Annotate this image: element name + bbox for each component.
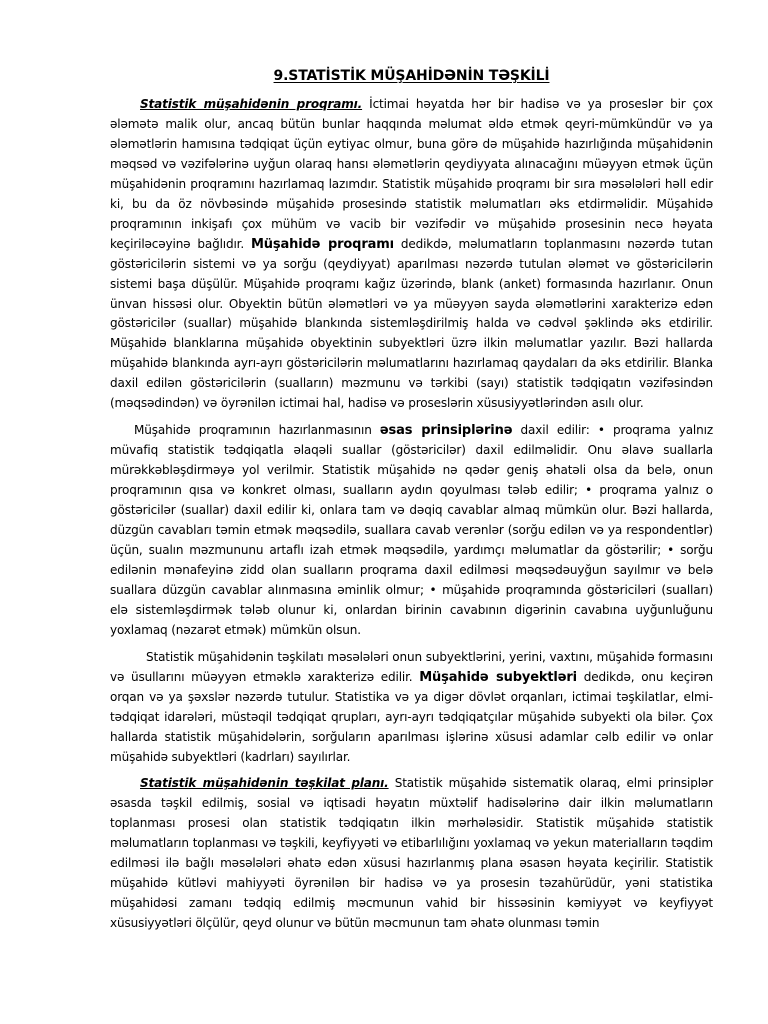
paragraph-text: daxil edilir: • proqrama yalnız müvafiq statistik tədqiqatla əlaqəli suallar (göstəricilər) daxil edilməlidir. Onu əlavə suallarla mürəkkəbləşdirməyə yol verilmir. Statistik müşahidə nə qədər geniş əhatəli olsa da belə, onun proqramının qısa və konkret olması, sualların aydın qoyulması tələb edilir; • proqrama yalnız o göstəricilər (suallar) daxil edilir ki, onlara tam və dəqiq cavablar almaq mümkün olur. Bəzi hallarda, düzgün cavabları təmin etmək məqsədilə, suallara cavab verənlər (sorğu edilən və ya respondentlər) üçün, sualın məzmununu artaflı izah etmək məqsədilə, yardımçı məlumatlar da göstərilir; • sorğu edilənin mənafeyinə zidd olan sualların proqrama daxil edilməsi məqsədəuyğun sayılmır və belə suallara düzgün cavablar alınmasına əminlik olmur; • müşahidə proqramında göstəriciləri (sualları) elə sistemləşdirmək tələb olunur ki, onlardan birinin cavabının digərinin cavabına uyğunluğunu yoxlamaq (nəzarət etmək) mümkün olsun. xyxy=(110,423,713,637)
paragraph-text: İctimai həyatda hər bir hadisə və ya proseslər bir çox ələmətə malik olur, ancaq bütün bunlar haqqında məlumat əldə etmək qeyri-mümkündür və ya ələmətlərin hamısına tədqiqat üçün eytiyac olmur, buna görə də müşahidə hazırlığında müşahidənin məqsəd və vəzifələrinə uyğun olaraq hansı ələmətlərin qeydiyyata alınacağını müəyyən etmək üçün müşahidənin proqramını hazırlamaq lazımdır. Statistik müşahidə proqramı bir sıra məsələləri həll edir ki, bu da öz növbəsində müşahidə prosesində statistik məlumatları əks etdirməlidir. Müşahidə proqramının inkişafı çox mühüm və vacib bir vəzifədir və müşahidə prosesinin necə həyata keçiriləcəyinə bağlıdır. xyxy=(110,97,713,251)
paragraph-principles xyxy=(110,421,713,640)
paragraph-program xyxy=(110,95,713,414)
document-page xyxy=(110,58,713,941)
paragraph-text: Müşahidə proqramının hazırlanmasının xyxy=(134,423,380,438)
paragraph-text: dedikdə, onu keçirən orqan və ya şəxslər nəzərdə tutulur. Statistika və ya digər dövlət orqanları, ictimai təşkilatlar, elmi-tədqiqat idarələri, müstəqil tədqiqat qrupları, ayrı-ayrı tədqiqatçılar müşahidə subyekti ola bilər. Çox hallarda statistik müşahidələrin, sorğuların aparılması işlərinə xüsusi adamlar cəlb edilir və onlar müşahidə subyektləri (kadrları) sayılırlar. xyxy=(110,669,714,764)
paragraph-text: Statistik müşahidə sistematik olaraq, elmi prinsiplər əsasda təşkil edilmiş, sosial və iqtisadi həyatın müxtəlif hadisələrinə dair ilkin məlumatların toplanması prosesi olan statistik tədqiqatın ilkin mərhələsidir. Statistik müşahidə statistik məlumatların toplanması və təşkili, keyfiyyəti və etibarlılığını yoxlamaq və yekun materialların təqdim edilməsi ilə bağlı məsələləri əhatə edən xüsusi hazırlanmış plana əsasən həyata keçirilir. Statistik müşahidə kütləvi mahiyyəti öyrənilən bir hadisə və ya prosesin təzahürüdür, yəni statistika müşahidəsi zamanı tədqiq edilmiş məcmunun vahid bir hissəsinin kəmiyyət və keyfiyyət xüsusiyyətləri ölçülür, qeyd olunur və bütün məcmunun tam əhatə olunması təmin xyxy=(110,776,713,931)
paragraph-text: dedikdə, məlumatların toplanmasını nəzərdə tutan göstəricilərin sistemi və ya sorğu (qeydiyyat) aparılması nəzərdə tutulan ələmət və göstəricilərin sistemi başa düşülür. Müşahidə proqramı kağız üzərində, blank (anket) formasında hazırlanır. Onun ünvan hissəsi olur. Obyektin bütün ələmətləri və ya müəyyən sayda ələmətlərini xarakterizə edən göstəricilər (suallar) müşahidə blankında sistemləşdirilmiş halda və cədvəl şəklində əks etdirilir. Müşahidə blanklarına müşahidə obyektinin subyektləri üzrə ilkin məlumatlar yazılır. Bəzi hallarda müşahidə blankında ayrı-ayrı göstəricilərin məlumatlarını hazırlamaq qaydaları da əks etdirilir. Blanka daxil edilən göstəricilərin (sualların) məzmunu və tərkibi (sayı) statistik tədqiqatın vəzifəsindən (məqsədindən) və öyrənilən ictimai hal, hadisə və proseslərin xüsusiyyətlərindən asılı olur. xyxy=(110,236,714,411)
bold-term-principles: əsas prinsiplərinə xyxy=(379,423,513,439)
bold-term-program: Müşahidə proqramı xyxy=(251,236,394,252)
paragraph-organization-plan xyxy=(110,774,713,934)
section-heading-plan: Statistik müşahidənin təşkilat planı. xyxy=(140,776,389,791)
bold-term-subjects: Müşahidə subyektləri xyxy=(419,669,577,685)
document-title xyxy=(110,66,713,86)
paragraph-subjects xyxy=(110,648,713,768)
section-heading-program: Statistik müşahidənin proqramı. xyxy=(140,97,363,111)
document-title-text: 9.STATİSTİK MÜŞAHİDƏNİN TƏŞKİLİ xyxy=(273,68,550,84)
paragraph-text: Statistik müşahidənin təşkilatı məsələləri onun subyektlərini, yerini, vaxtını, müşahidə formasını və üsullarını müəyyən etməklə xarakterizə edilir. xyxy=(110,649,713,684)
